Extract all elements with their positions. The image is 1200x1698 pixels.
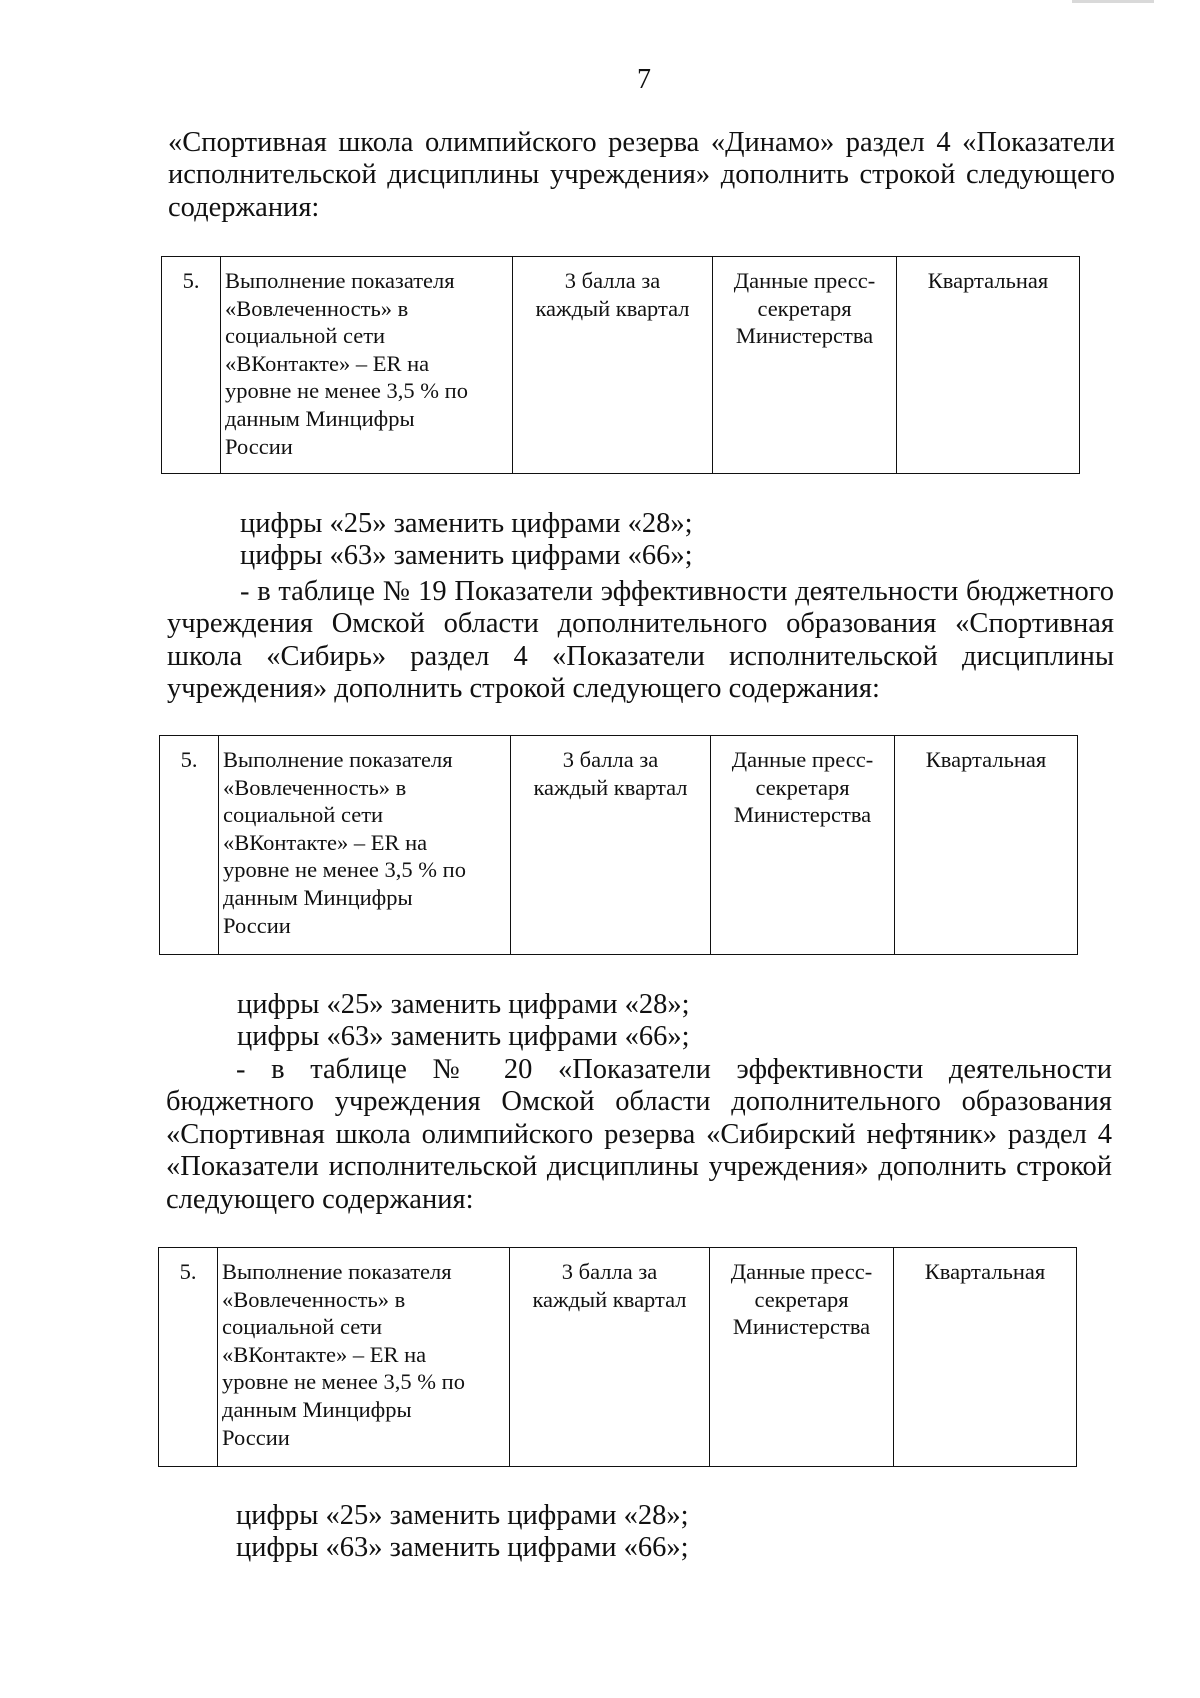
description-cell: Выполнение показателя «Вовлеченность» в социальной сети «ВКонтакте» – ER на уровне не менее 3,5 % по данным Минцифры России (219, 736, 511, 955)
text-line: содержания: (168, 191, 320, 223)
text-line: школа «Сибирь» раздел 4 «Показатели исполнительской дисциплины (167, 640, 1114, 672)
change-line: цифры «25» заменить цифрами «28»; (240, 508, 693, 539)
description-cell: Выполнение показателя «Вовлеченность» в социальной сети «ВКонтакте» – ER на уровне не менее 3,5 % по данным Минцифры России (221, 257, 513, 474)
paragraph-table-20 (166, 1054, 1112, 1216)
period-cell: Квартальная (897, 257, 1080, 474)
paragraph-table-19 (167, 576, 1114, 706)
changes-block-1 (240, 508, 693, 573)
table-row (159, 1248, 1077, 1467)
description-cell: Выполнение показателя «Вовлеченность» в социальной сети «ВКонтакте» – ER на уровне не менее 3,5 % по данным Минцифры России (218, 1248, 510, 1467)
intro-paragraph (168, 127, 1115, 224)
indicator-table-3 (158, 1247, 1077, 1467)
row-number-cell: 5. (162, 257, 221, 474)
table-row (160, 736, 1078, 955)
text-line: бюджетного учреждения Омской области дополнительного образования (166, 1086, 1112, 1118)
changes-block-3 (236, 1500, 689, 1565)
change-line: цифры «63» заменить цифрами «66»; (236, 1532, 689, 1564)
change-line: цифры «25» заменить цифрами «28»; (237, 989, 690, 1020)
indicator-table-2 (159, 735, 1078, 955)
scan-corner-mark (1072, 0, 1154, 3)
table-row (162, 257, 1080, 474)
indicator-table-1 (161, 256, 1080, 474)
text-line: «Показатели исполнительской дисциплины учреждения» дополнить строкой (166, 1151, 1112, 1183)
text-line: - в таблице № 19 Показатели эффективности деятельности бюджетного (240, 576, 1114, 607)
points-cell: 3 балла за каждый квартал (513, 257, 713, 474)
points-cell: 3 балла за каждый квартал (510, 1248, 710, 1467)
changes-block-2 (237, 989, 690, 1054)
source-cell: Данные пресс- секретаря Министерства (711, 736, 895, 955)
page-number: 7 (637, 64, 651, 95)
text-line: «Спортивная школа олимпийского резерва «Сибирский нефтяник» раздел 4 (166, 1118, 1112, 1150)
text-line: «Спортивная школа олимпийского резерва «Динамо» раздел 4 «Показатели (168, 127, 1115, 158)
source-cell: Данные пресс- секретаря Министерства (713, 257, 897, 474)
text-line: исполнительской дисциплины учреждения» дополнить строкой следующего (168, 159, 1115, 191)
source-cell: Данные пресс- секретаря Министерства (710, 1248, 894, 1467)
period-cell: Квартальная (895, 736, 1078, 955)
period-cell: Квартальная (894, 1248, 1077, 1467)
row-number-cell: 5. (160, 736, 219, 955)
text-line: - в таблице № 20 «Показатели эффективности деятельности (236, 1054, 1112, 1085)
change-line: цифры «63» заменить цифрами «66»; (240, 540, 693, 572)
text-line: следующего содержания: (166, 1183, 474, 1215)
points-cell: 3 балла за каждый квартал (511, 736, 711, 955)
change-line: цифры «25» заменить цифрами «28»; (236, 1500, 689, 1531)
text-line: учреждения Омской области дополнительного образования «Спортивная (167, 608, 1114, 640)
change-line: цифры «63» заменить цифрами «66»; (237, 1021, 690, 1053)
row-number-cell: 5. (159, 1248, 218, 1467)
text-line: учреждения» дополнить строкой следующего содержания: (167, 673, 880, 705)
